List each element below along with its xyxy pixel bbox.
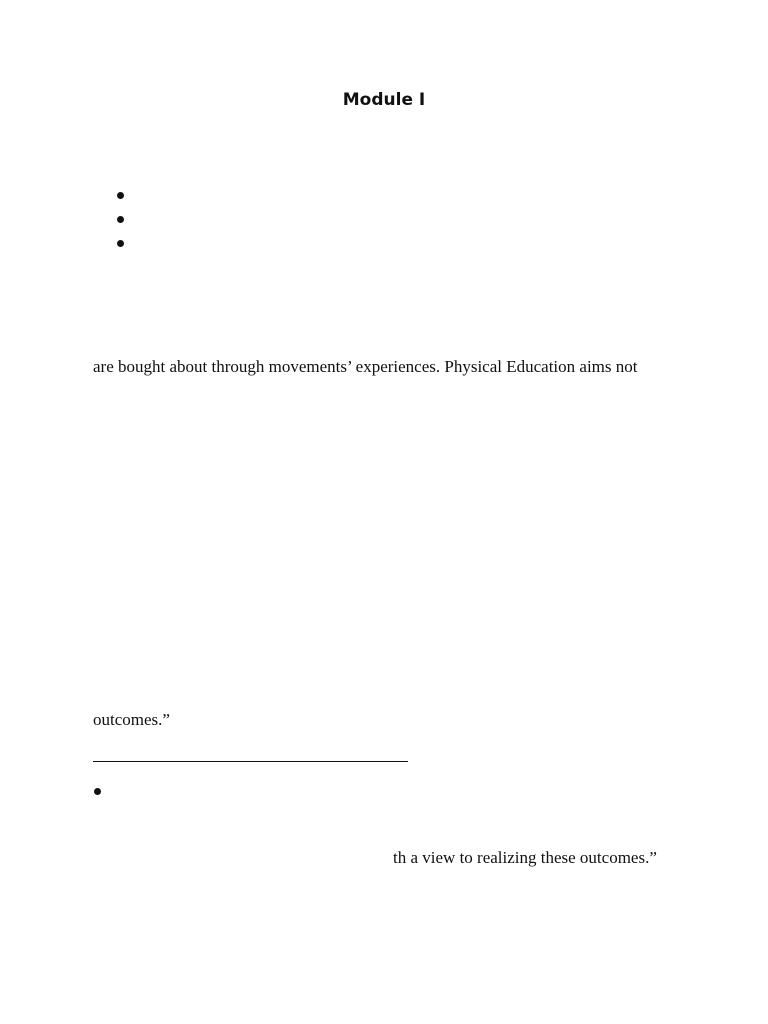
bullet-point [117, 216, 124, 223]
paragraph-text-line: outcomes.” [93, 710, 170, 729]
page-title: Module I [342, 90, 426, 110]
footnote-text-line: th a view to realizing these outcomes.” [393, 848, 657, 867]
footnote-bullet [94, 788, 101, 795]
bullet-point [117, 240, 124, 247]
footnote-divider [93, 761, 408, 762]
paragraph-text-line: are bought about through movements’ experiences. Physical Education aims not [93, 357, 638, 376]
bullet-point [117, 192, 124, 199]
